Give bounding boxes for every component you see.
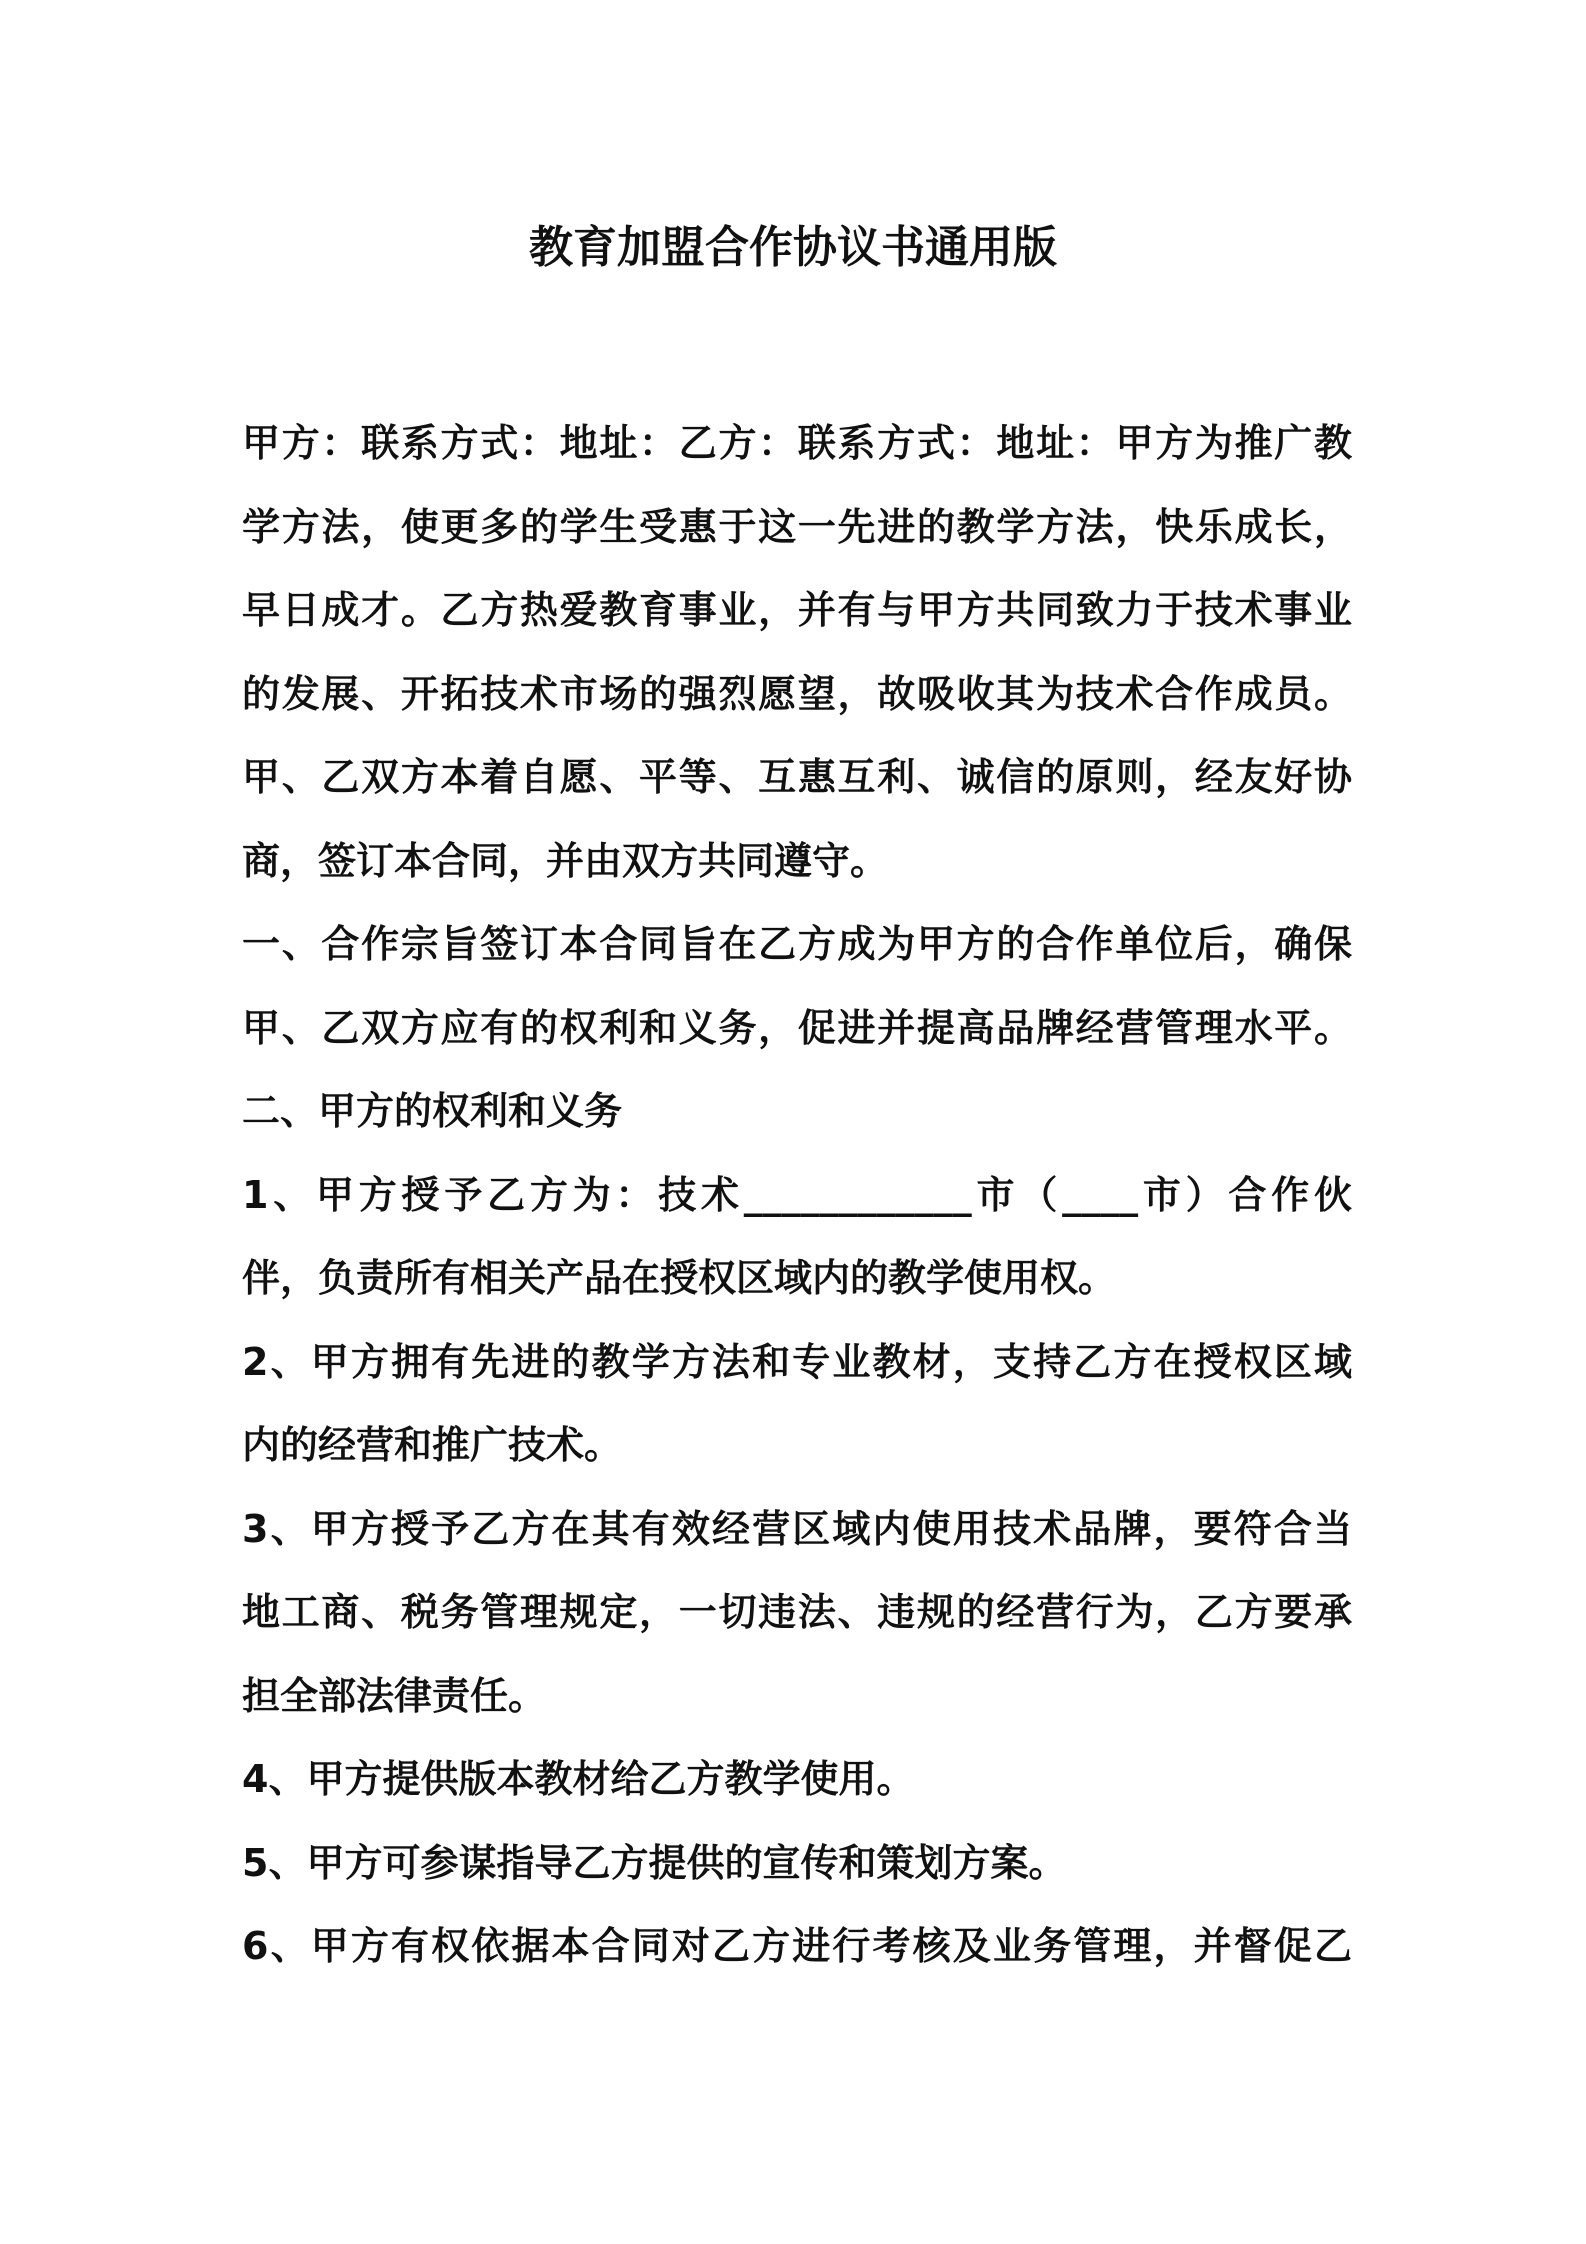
body-line: 的发展、开拓技术市场的强烈愿望，故吸收其为技术合作成员。 xyxy=(242,671,1352,716)
body-line: 甲方：联系方式：地址：乙方：联系方式：地址：甲方为推广教 xyxy=(242,421,1352,465)
body-line: 1、甲方授予乙方为：技术____________市（____市）合作伙 xyxy=(242,1172,1352,1217)
body-line: 一、合作宗旨签订本合同旨在乙方成为甲方的合作单位后，确保 xyxy=(242,922,1352,966)
body-line: 早日成才。乙方热爱教育事业，并有与甲方共同致力于技术事业 xyxy=(242,588,1352,632)
body-line: 内的经营和推广技术。 xyxy=(242,1423,623,1467)
body-line: 商，签订本合同，并由双方共同遵守。 xyxy=(242,838,889,883)
body-line: 担全部法律责任。 xyxy=(242,1673,547,1718)
body-line: 2、甲方拥有先进的教学方法和专业教材，支持乙方在授权区域 xyxy=(242,1339,1352,1384)
body-line: 二、甲方的权利和义务 xyxy=(242,1089,623,1133)
body-line: 4、甲方提供版本教材给乙方教学使用。 xyxy=(242,1757,915,1801)
body-line: 6、甲方有权依据本合同对乙方进行考核及业务管理，并督促乙 xyxy=(242,1924,1352,1968)
body-line: 甲、乙双方本着自愿、平等、互惠互利、诚信的原则，经友好协 xyxy=(242,755,1352,799)
body-line: 5、甲方可参谋指导乙方提供的宣传和策划方案。 xyxy=(242,1840,1067,1885)
document-title: 教育加盟合作协议书通用版 xyxy=(529,222,1057,273)
body-line: 地工商、税务管理规定，一切违法、违规的经营行为，乙方要承 xyxy=(242,1590,1352,1634)
document-body xyxy=(242,402,1352,1989)
body-line: 学方法，使更多的学生受惠于这一先进的教学方法，快乐成长， xyxy=(242,504,1352,549)
body-line: 3、甲方授予乙方在其有效经营区域内使用技术品牌，要符合当 xyxy=(242,1506,1352,1551)
body-line: 甲、乙双方应有的权利和义务，促进并提高品牌经营管理水平。 xyxy=(242,1005,1352,1050)
body-line: 伴，负责所有相关产品在授权区域内的教学使用权。 xyxy=(242,1256,1117,1300)
